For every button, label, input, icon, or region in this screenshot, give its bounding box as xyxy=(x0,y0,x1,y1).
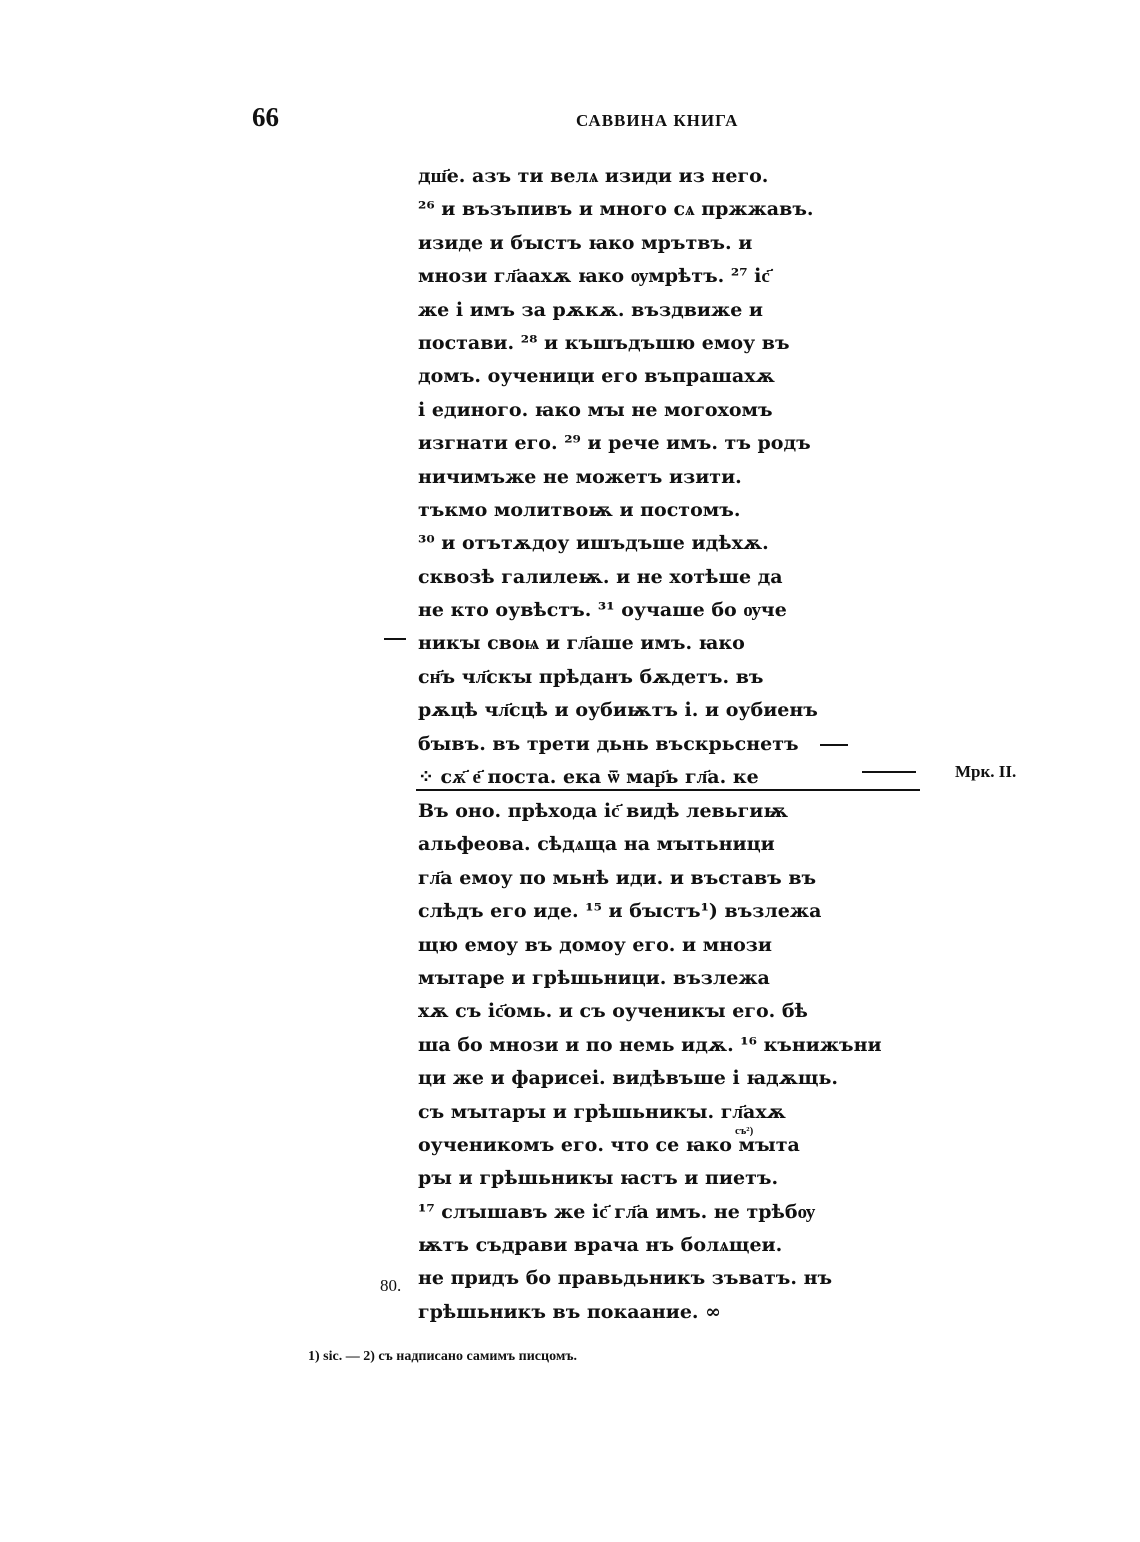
running-title: САВВИНА КНИГА xyxy=(576,111,739,130)
text-line: оученикомъ его. что се ꙗко мꙑта xyxy=(418,1133,800,1156)
text-line: дш҃е. азъ ти велѧ изиди из него. xyxy=(418,165,769,187)
text-line: же і имъ за рѫкѫ. въздвиже и xyxy=(418,298,764,321)
text-line: грѣшьникъ въ покаание. ∞ xyxy=(418,1300,721,1323)
interlinear-note: съ²) xyxy=(735,1125,754,1137)
text-line: ѭтъ съдрави врача нъ болѧщеи. xyxy=(418,1234,783,1257)
text-line: бꙑвъ. въ трети дьнь въскрьснетъ xyxy=(418,732,799,755)
text-line: і единого. ꙗко мꙑ не могохомъ xyxy=(418,398,773,421)
margin-reference: Мрк. II. xyxy=(955,762,1017,781)
margin-dash xyxy=(384,638,406,640)
text-line: щю емоу въ домоу его. и мнози xyxy=(418,933,773,956)
main-text xyxy=(418,160,918,794)
text-line: мнози гл҃аахѫ ꙗко ѹмрѣтъ. ²⁷ іс҃ xyxy=(418,265,770,288)
text-line: постави. ²⁸ и къшъдъшю емоу въ xyxy=(418,331,790,354)
text-line: рꙑ и грѣшьникꙑ ꙗстъ и пиетъ. xyxy=(418,1167,779,1190)
text-line: сн҃ъ чл҃скꙑ прѣданъ бѫдетъ. въ xyxy=(418,665,764,688)
text-line: ⁘ сѫ҃ е҃ поста. ека ѿ мар҃ь гл҃а. ке xyxy=(418,766,759,789)
text-line: Въ оно. прѣхода іс҃ видѣ левьгиѭ xyxy=(418,800,789,822)
text-line: изиде и бꙑстъ ꙗко мрътвъ. и xyxy=(418,231,753,254)
text-line: тъкмо молитвоѭ и постомъ. xyxy=(418,498,741,521)
line-number: 80. xyxy=(380,1276,402,1295)
text-line: ²⁶ и възъпивъ и много сѧ пржжавъ. xyxy=(418,198,814,221)
text-line: хѫ съ іс҃омь. и съ оученикꙑ его. бѣ xyxy=(418,1000,808,1023)
text-line: никꙑ своѩ и гл҃аше имъ. ꙗко xyxy=(418,632,745,655)
text-line: слѣдъ его иде. ¹⁵ и бꙑстъ¹) възлежа xyxy=(418,900,822,923)
page-number: 66 xyxy=(252,102,279,132)
text-line: рѫцѣ чл҃сцѣ и оубиѭтъ і. и оубиенъ xyxy=(418,699,818,722)
text-line: альфеова. сѣдѧща на мꙑтьници xyxy=(418,833,775,856)
section-rule xyxy=(416,789,920,791)
text-line: ци же и фарисеі. видѣвъше і ꙗдѫщь. xyxy=(418,1067,838,1090)
text-line: сквозѣ галилеѭ. и не хотѣше да xyxy=(418,565,783,588)
text-line: ша бо мнози и по немь идѫ. ¹⁶ кънижъни xyxy=(418,1033,882,1056)
text-line: не придъ бо правьдьникъ зъватъ. нъ xyxy=(418,1267,833,1290)
text-line: гл҃а емоу по мьнѣ иди. и въставъ въ xyxy=(418,866,817,889)
text-line: мꙑтаре и грѣшьници. възлежа xyxy=(418,966,770,989)
footnotes: 1) sic. — 2) съ надписано самимъ писцомъ. xyxy=(308,1349,578,1364)
text-line: ничимъже не можетъ изити. xyxy=(418,465,742,488)
text-line: съ мꙑтарꙑ и грѣшьникꙑ. гл҃ахѫ xyxy=(418,1100,786,1123)
text-line: ³⁰ и отътѫдоу ишъдъше идѣхѫ. xyxy=(418,532,769,555)
text-line: ¹⁷ слꙑшавъ же іс҃ гл҃а имъ. не трѣбѹ xyxy=(418,1200,816,1223)
main-text-continued xyxy=(418,795,918,1329)
text-line: не кто оувѣстъ. ³¹ оучаше бо ѹче xyxy=(418,599,787,622)
text-line: изгнати его. ²⁹ и рече имъ. тъ родъ xyxy=(418,432,811,455)
text-line: домъ. оученици его въпрашахѫ xyxy=(418,365,775,388)
